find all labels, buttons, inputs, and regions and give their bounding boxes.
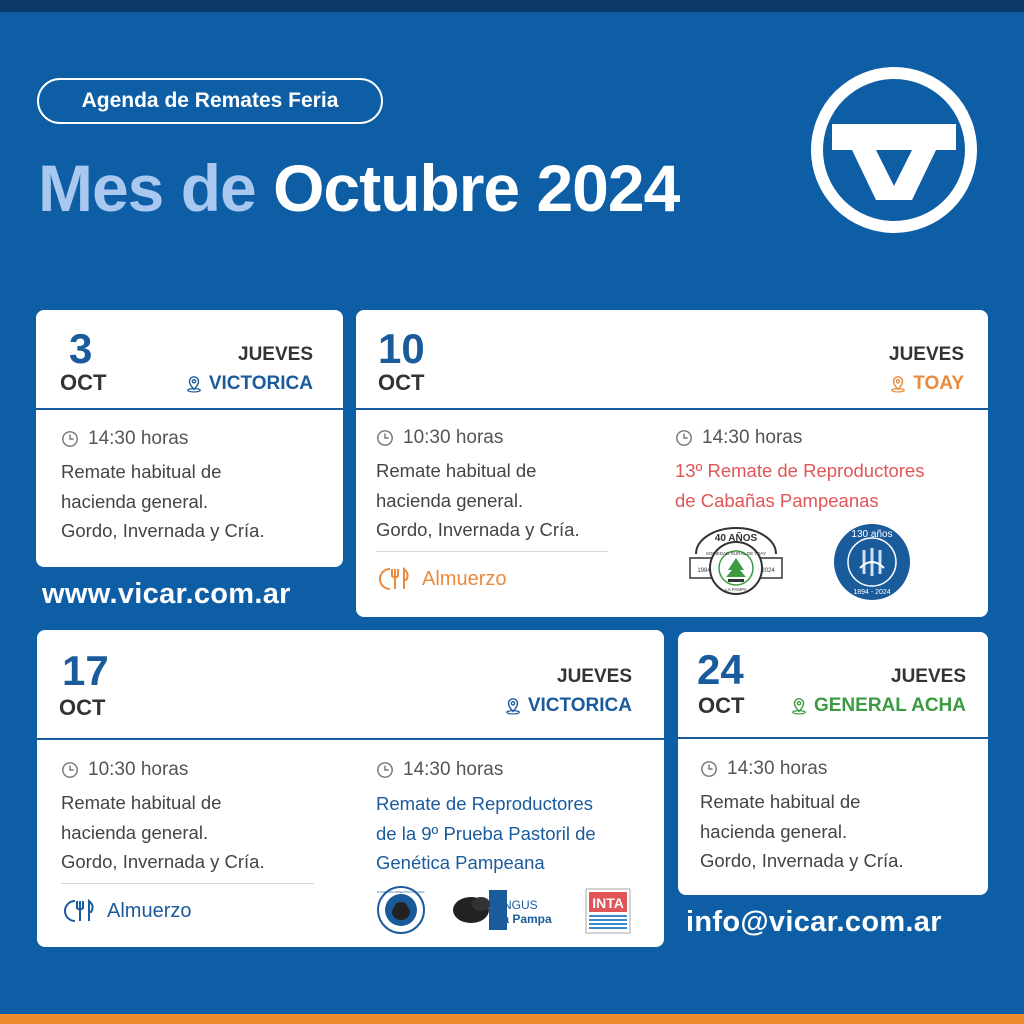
time-label: 14:30 horas (702, 427, 803, 448)
top-bar (0, 0, 1024, 12)
svg-text:INTA: INTA (592, 895, 624, 911)
svg-text:La Pampa: La Pampa (495, 912, 552, 926)
page-title (38, 150, 679, 226)
email-link[interactable]: info@vicar.com.ar (686, 906, 942, 938)
event-month: OCT (698, 693, 745, 718)
agenda-pill: Agenda de Remates Feria (37, 78, 383, 124)
event-description-morning: Remate habitual de hacienda general. Gordo, Invernada y Cría. (376, 460, 580, 540)
event-day: 17 (62, 647, 109, 694)
location-pin-icon (185, 375, 203, 393)
event-location (185, 374, 313, 393)
time-label: 10:30 horas (403, 427, 504, 448)
event-time-afternoon (376, 760, 503, 779)
lunch-icon (376, 566, 412, 592)
svg-text:130 años: 130 años (851, 529, 893, 540)
clock-icon (61, 761, 79, 779)
clock-icon (675, 429, 693, 447)
event-location (504, 696, 632, 715)
title-month-prefix: Mes de (38, 151, 256, 225)
event-month: OCT (378, 370, 425, 395)
location-label: GENERAL ACHA (813, 695, 966, 716)
svg-text:LA PAMPA: LA PAMPA (725, 587, 747, 592)
time-label: 14:30 horas (727, 758, 828, 779)
event-day: 3 (69, 325, 93, 372)
bottom-bar (0, 1014, 1024, 1024)
svg-text:1894 - 2024: 1894 - 2024 (853, 589, 891, 596)
lunch-label: Almuerzo (376, 566, 506, 592)
event-card-3-oct (36, 310, 343, 567)
clock-icon (376, 429, 394, 447)
event-time-morning (61, 760, 188, 779)
event-time (61, 429, 188, 448)
divider (61, 883, 314, 884)
svg-text:40 AÑOS: 40 AÑOS (714, 533, 758, 544)
event-description-afternoon: Remate de Reproductores de la 9º Prueba Pastoril de Genética Pampeana (376, 793, 596, 873)
time-label: 10:30 horas (88, 759, 189, 780)
event-time-afternoon (675, 428, 802, 447)
vicar-logo (810, 66, 978, 234)
event-description-morning: Remate habitual de hacienda general. Gordo, Invernada y Cría. (61, 792, 265, 872)
event-location (790, 696, 966, 715)
svg-text:2024: 2024 (761, 568, 775, 574)
location-pin-icon (889, 375, 907, 393)
event-description-afternoon: 13º Remate de Reproductores de Cabañas Pampeanas (675, 460, 925, 511)
event-card-24-oct (678, 632, 988, 895)
event-day: 10 (378, 325, 425, 372)
event-time-morning (376, 428, 503, 447)
location-pin-icon (790, 697, 808, 715)
event-time (700, 759, 827, 778)
event-weekday: JUEVES (891, 666, 966, 687)
lunch-icon (61, 898, 97, 924)
lunch-label: Almuerzo (61, 898, 191, 924)
clock-icon (376, 761, 394, 779)
event-location (889, 374, 964, 393)
location-label: TOAY (913, 373, 964, 394)
event-weekday: JUEVES (889, 344, 964, 365)
event-description: Remate habitual de hacienda general. Gordo, Invernada y Cría. (61, 461, 265, 541)
title-month: Octubre 2024 (273, 151, 680, 225)
event-month: OCT (59, 695, 106, 720)
angus-association-logo (377, 886, 425, 934)
clock-icon (700, 760, 718, 778)
svg-text:SOCIEDAD RURAL DE TOAY: SOCIEDAD RURAL DE TOAY (705, 551, 767, 556)
event-weekday: JUEVES (238, 344, 313, 365)
event-day: 24 (697, 646, 744, 693)
event-description: Remate habitual de hacienda general. Gordo, Invernada y Cría. (700, 791, 904, 871)
event-card-10-oct (356, 310, 988, 617)
event-weekday: JUEVES (557, 666, 632, 687)
sociedad-rural-toay-seal (684, 518, 788, 602)
130-anos-seal (832, 522, 912, 602)
time-label: 14:30 horas (403, 759, 504, 780)
svg-text:1984: 1984 (697, 568, 711, 574)
location-label: VICTORICA (208, 373, 313, 394)
inta-logo (585, 888, 631, 934)
svg-text:ASOCIACIÓN ARGENTINA DE ANGUS: ASOCIACIÓN ARGENTINA DE ANGUS (377, 890, 425, 894)
location-label: VICTORICA (527, 695, 632, 716)
event-card-17-oct (37, 630, 664, 947)
location-pin-icon (504, 697, 522, 715)
angus-la-pampa-logo (449, 886, 559, 934)
svg-text:ANGUS: ANGUS (495, 898, 538, 912)
time-label: 14:30 horas (88, 428, 189, 449)
event-month: OCT (60, 370, 107, 395)
website-link[interactable]: www.vicar.com.ar (42, 578, 291, 610)
divider (376, 551, 608, 552)
clock-icon (61, 430, 79, 448)
